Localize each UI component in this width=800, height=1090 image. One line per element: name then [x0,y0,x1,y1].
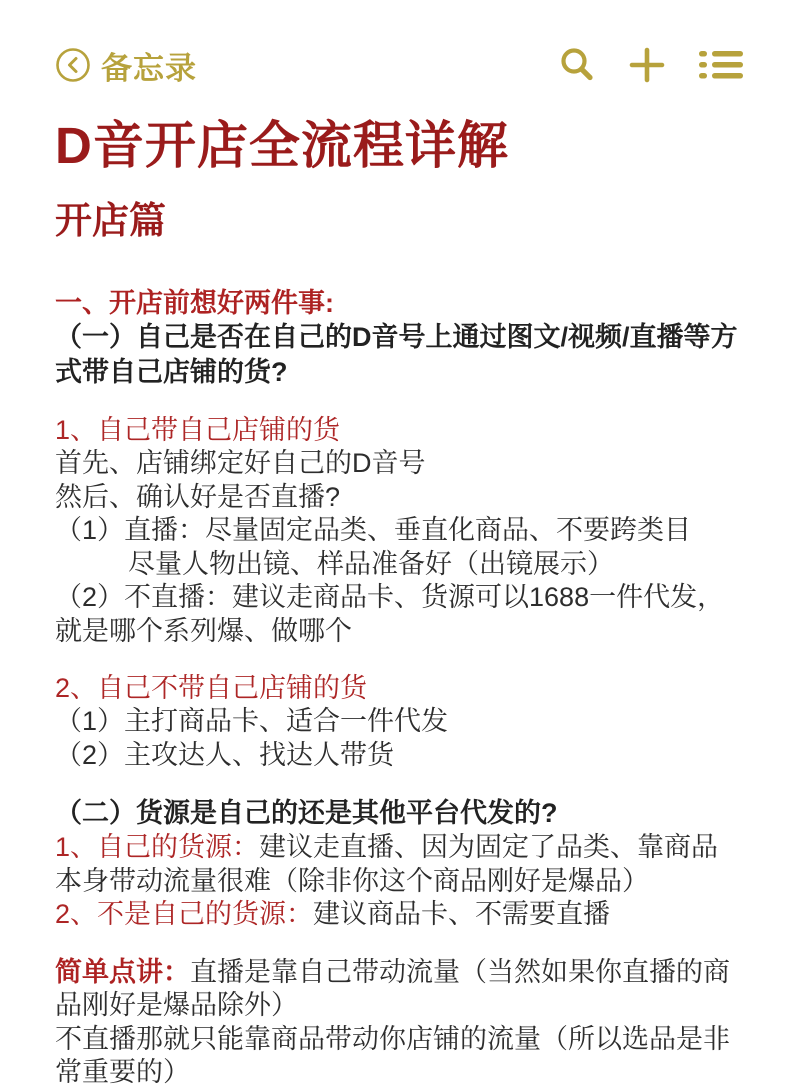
back-button-label: 备忘录 [101,50,197,86]
note-subtitle: 开店篇 [55,200,166,241]
block1-line3: （1）直播：尽量固定品类、垂直化商品、不要跨类目 [55,515,692,545]
question2-item1-label: 1、自己的货源： [55,832,260,862]
summary-label: 简单点讲： [55,956,190,987]
block1-line2: 然后、确认好是否直播? [55,481,341,512]
search-icon[interactable] [557,45,597,85]
question2-item1-text: 建议走直播、因为固定了品类、靠商品本身带动流量很难（除非你这个商品刚好是爆品） [55,832,719,896]
block1-line4: 尽量人物出镜、样品准备好（出镜展示） [128,548,614,579]
block1-line1: 首先、店铺绑定好自己的D音号 [55,448,426,478]
block1-heading: 1、自己带自己店铺的货 [55,415,341,445]
block2-line2: （2）主攻达人、找达人带货 [55,739,395,770]
summary-text: 直播是靠自己带动流量（当然如果你直播的商品刚好是爆品除外） [55,956,730,1020]
section1-heading: 一、开店前想好两件事: [55,288,334,318]
plus-icon[interactable] [627,45,667,85]
list-icon[interactable] [697,45,745,85]
question2-item2-label: 2、不是自己的货源： [55,899,314,929]
memo-header [55,0,745,92]
question2-item1 [55,831,745,898]
back-button[interactable] [55,43,197,88]
header-actions [557,45,745,85]
block2-heading: 2、自己不带自己店铺的货 [55,673,368,703]
block1-line5: （2）不直播：建议走商品卡、货源可以1688一件代发，就是哪个系列爆、做哪个 [55,582,725,646]
note-title: D音开店全流程详解 [55,117,509,174]
block2-line1: （1）主打商品卡、适合一件代发 [55,706,449,736]
question2-item2 [55,898,745,932]
summary-line2: 不直播那就只能靠商品带动你店铺的流量（所以选品是非常重要的） [55,1023,730,1087]
summary-paragraph [55,956,745,1023]
question2-item2-text: 建议商品卡、不需要直播 [313,899,611,929]
question2: （二）货源是自己的还是其他平台代发的? [55,798,558,828]
question1: （一）自己是否在自己的D音号上通过图文/视频/直播等方式带自己店铺的货? [55,322,738,387]
chevron-left-circle-icon [55,47,91,83]
